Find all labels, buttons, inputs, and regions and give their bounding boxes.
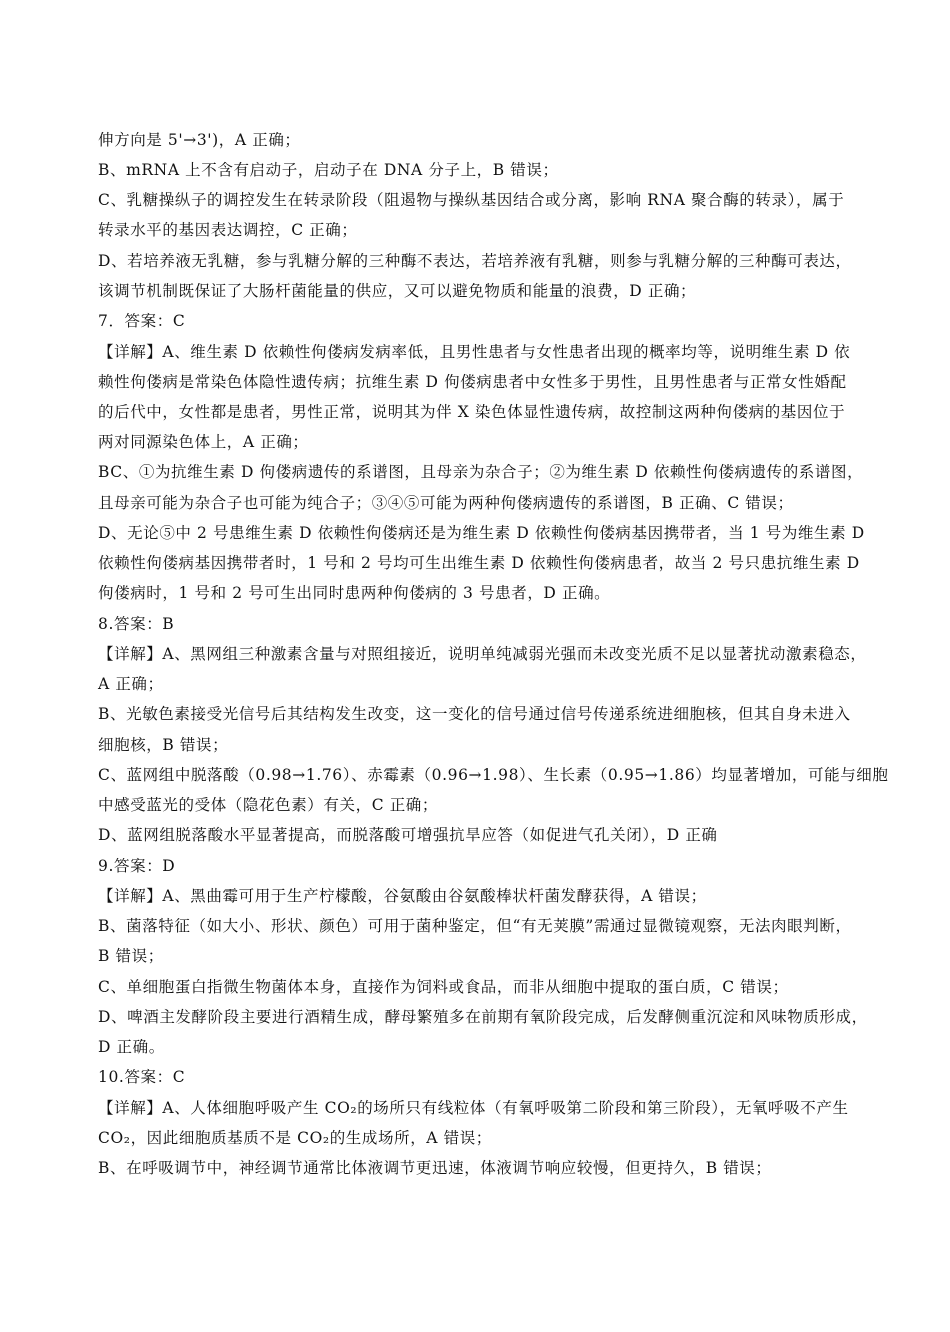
text-line: D、啤酒主发酵阶段主要进行酒精生成，酵母繁殖多在前期有氧阶段完成，后发酵侧重沉淀和风味物质形成， — [98, 1008, 868, 1026]
text-line: C、乳糖操纵子的调控发生在转录阶段（阻遏物与操纵基因结合或分离，影响 RNA 聚合酶的转录），属于 — [98, 191, 845, 209]
text-line: 佝偻病时，1 号和 2 号可生出同时患两种佝偻病的 3 号患者，D 正确。 — [98, 584, 611, 602]
text-line: 赖性佝偻病是常染色体隐性遗传病；抗维生素 D 佝偻病患者中女性多于男性，且男性患者与正常女性婚配 — [98, 373, 847, 391]
text-line: 中感受蓝光的受体（隐花色素）有关，C 正确； — [98, 796, 438, 814]
text-line: 转录水平的基因表达调控，C 正确； — [98, 221, 358, 239]
text-line: B、菌落特征（如大小、形状、颜色）可用于菌种鉴定，但“有无荚膜”需通过显微镜观察，无法肉眼判断， — [98, 917, 852, 935]
text-line: 该调节机制既保证了大肠杆菌能量的供应，又可以避免物质和能量的浪费，D 正确； — [98, 282, 697, 300]
text-line: BC、①为抗维生素 D 佝偻病遗传的系谱图，且母亲为杂合子；②为维生素 D 依赖性佝偻病遗传的系谱图， — [98, 463, 864, 481]
text-line: 依赖性佝偻病基因携带者时，1 号和 2 号均可生出维生素 D 依赖性佝偻病患者，故当 2 号只患抗维生素 D — [98, 554, 860, 572]
answer-heading: 10.答案：C — [98, 1068, 186, 1086]
text-line: 且母亲可能为杂合子也可能为纯合子；③④⑤可能为两种佝偻病遗传的系谱图，B 正确、C 错误； — [98, 494, 794, 512]
text-line: B、光敏色素接受光信号后其结构发生改变，这一变化的信号通过信号传递系统进细胞核，但其自身未进入 — [98, 705, 851, 723]
text-line: A 正确； — [98, 675, 164, 693]
text-line: 两对同源染色体上，A 正确； — [98, 433, 309, 451]
answer-heading: 8.答案：B — [98, 615, 175, 633]
text-line: 【详解】A、人体细胞呼吸产生 CO₂的场所只有线粒体（有氧呼吸第二阶段和第三阶段），无氧呼吸不产生 — [98, 1099, 849, 1117]
text-line: 【详解】A、黑曲霉可用于生产柠檬酸，谷氨酸由谷氨酸棒状杆菌发酵获得，A 错误； — [98, 887, 707, 905]
answer-heading: 9.答案：D — [98, 857, 176, 875]
text-line: C、蓝网组中脱落酸（0.98→1.76）、赤霉素（0.96→1.98）、生长素（0.95→1.86）均显著增加，可能与细胞 — [98, 766, 889, 784]
text-line: C、单细胞蛋白指微生物菌体本身，直接作为饲料或食品，而非从细胞中提取的蛋白质，C 错误； — [98, 978, 789, 996]
text-line: 【详解】A、黑网组三种激素含量与对照组接近，说明单纯减弱光强而未改变光质不足以显著扰动激素稳态， — [98, 645, 867, 663]
text-line: B、mRNA 上不含有启动子，启动子在 DNA 分子上，B 错误； — [98, 161, 559, 179]
text-line: D、无论⑤中 2 号患维生素 D 依赖性佝偻病还是为维生素 D 依赖性佝偻病基因携带者，当 1 号为维生素 D — [98, 524, 865, 542]
text-line: 细胞核，B 错误； — [98, 736, 229, 754]
text-line: D、蓝网组脱落酸水平显著提高，而脱落酸可增强抗旱应答（如促进气孔关闭），D 正确 — [98, 826, 718, 844]
text-line: B 错误； — [98, 947, 164, 965]
text-line: 【详解】A、维生素 D 依赖性佝偻病发病率低，且男性患者与女性患者出现的概率均等，说明维生素 D 依 — [98, 343, 851, 361]
answer-heading: 7．答案：C — [98, 312, 186, 330]
text-line: 伸方向是 5'→3')，A 正确； — [98, 131, 301, 149]
text-line: D 正确。 — [98, 1038, 165, 1056]
text-line: D、若培养液无乳糖，参与乳糖分解的三种酶不表达，若培养液有乳糖，则参与乳糖分解的三种酶可表达， — [98, 252, 852, 270]
text-line: CO₂，因此细胞质基质不是 CO₂的生成场所，A 错误； — [98, 1129, 492, 1147]
text-line: 的后代中，女性都是患者，男性正常，说明其为伴 X 染色体显性遗传病，故控制这两种佝偻病的基因位于 — [98, 403, 846, 421]
text-line: B、在呼吸调节中，神经调节通常比体液调节更迅速，体液调节响应较慢，但更持久，B 错误； — [98, 1159, 772, 1177]
